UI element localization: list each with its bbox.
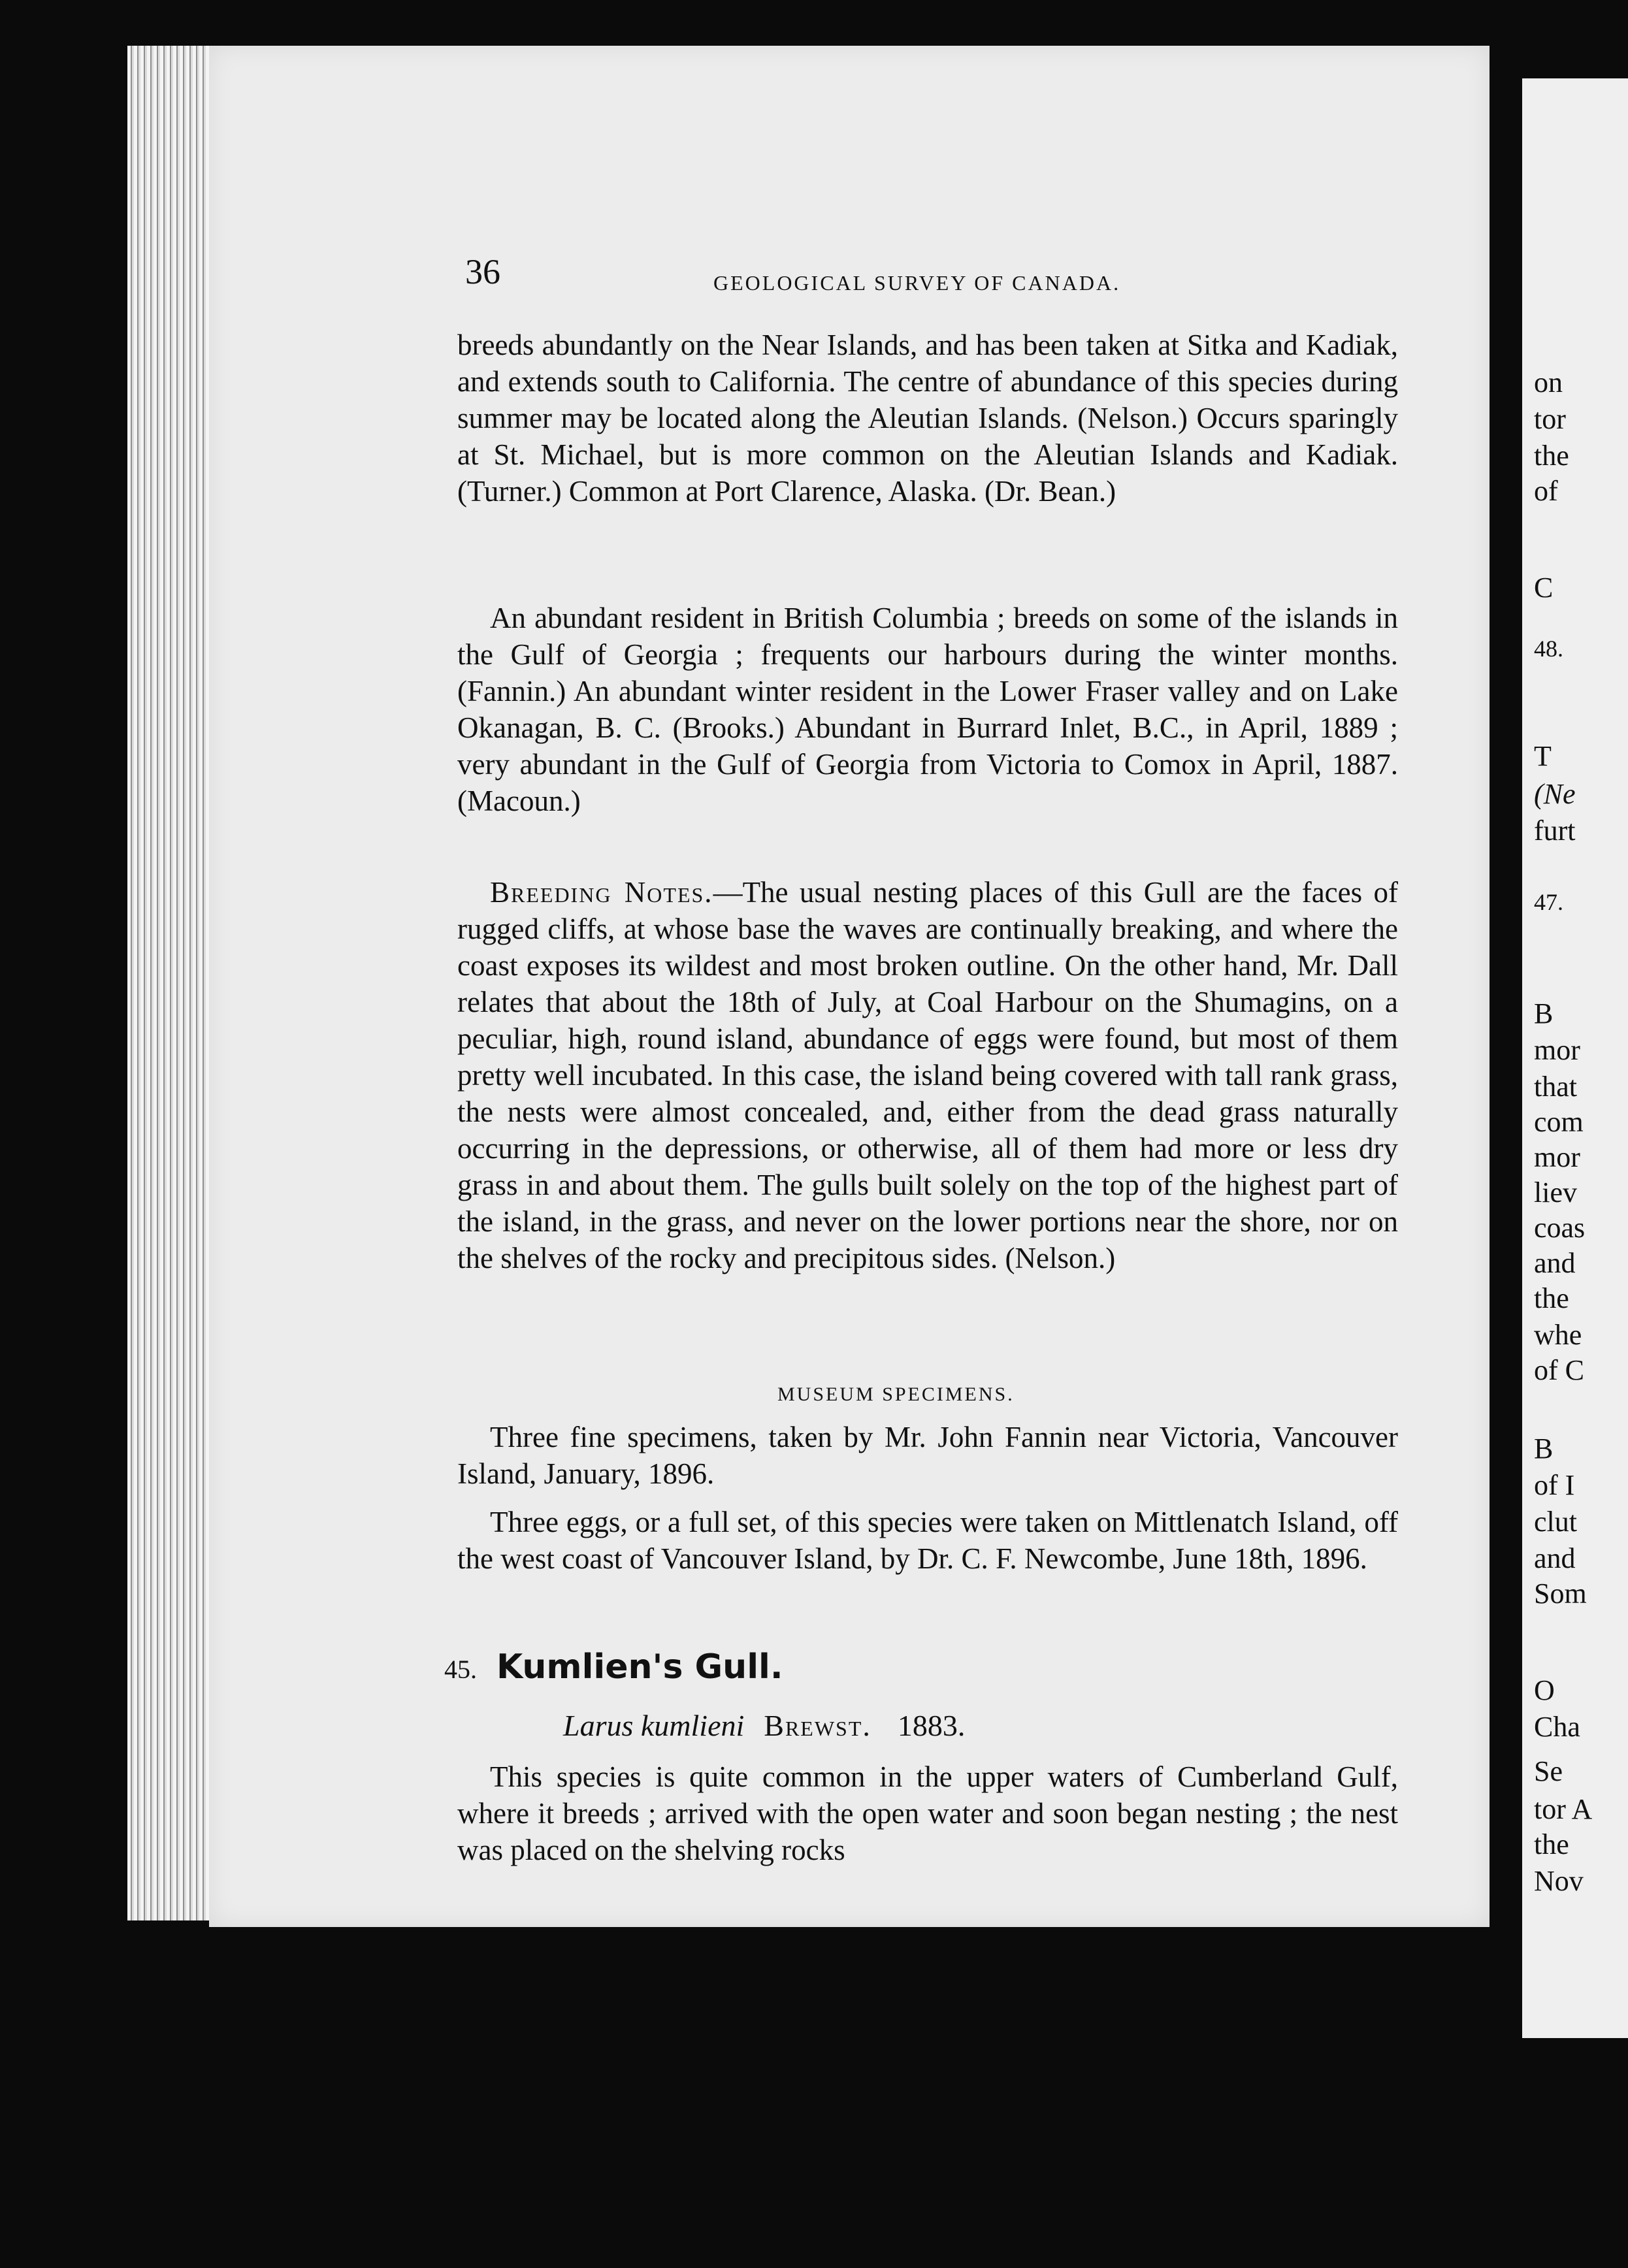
fragment-text: of I [1534,1469,1575,1501]
fragment-text: furt [1534,815,1576,847]
paragraph-kumlien: This species is quite common in the upper waters of Cumberland Gulf, where it breeds ; arrived with the open water and soon began nesting ; the nest was placed on the shelving rocks [457,1760,1398,1866]
paragraph-continuation: breeds abundantly on the Near Islands, and has been taken at Sitka and Kadiak, and extends south to California. The centre of abundance of this species during summer may be located along the Aleutian Islands. (Nelson.) Occurs sparingly at St. Michael, but is more common on the Aleutian Islands and Kadiak. (Turner.) Common at Port Clarence, Alaska. (Dr. Bean.) [457,329,1398,508]
fragment-text: on [1534,366,1563,398]
fragment-text: and [1534,1542,1576,1574]
fragment-text: 47. [1534,889,1563,915]
breeding-notes-text: —The usual nesting places of this Gull are the faces of rugged cliffs, at whose base the waves are continually breaking, and where the coast exposes its wildest and most broken outline. On the other hand, Mr. Dall relates that about the 18th of July, at Coal Harbour on the Shumagins, on a peculiar, high, round island, abundance of eggs were found, but most of them pretty well incubated. In this case, the island being covered with tall rank grass, the nests were almost concealed, and, either from the dead grass naturally occurring in the depressions, or otherwise, all of them had more or less dry grass in and about them. The gulls built solely on the top of the highest part of the island, in the grass, and never on the lower portions near the shore, nor on the shelves of the rocky and precipitous sides. (Nelson.) [457,876,1398,1274]
paragraph-british-columbia: An abundant resident in British Columbia ; breeds on some of the islands in the Gulf of Georgia ; frequents our harbours during the winter months. (Fannin.) An abundant winter resident in the Lower Fraser valley and on Lake Okanagan, B. C. (Brooks.) Abundant in Burrard Inlet, B.C., in April, 1889 ; very abundant in the Gulf of Georgia from Victoria to Comox in April, 1887. (Macoun.) [457,602,1398,817]
fragment-text: of [1534,475,1558,507]
body-paragraph [457,1504,1398,1577]
page-header [465,251,1171,297]
running-head: GEOLOGICAL SURVEY OF CANADA. [713,271,1121,295]
fragment-text: the [1534,1282,1569,1314]
body-paragraph [457,1758,1398,1868]
fragment-text: Som [1534,1578,1587,1610]
fragment-text: the [1534,1828,1569,1860]
body-paragraph [457,874,1398,1276]
museum-specimens-heading: MUSEUM SPECIMENS. [777,1384,1015,1405]
fragment-text: the [1534,440,1569,472]
authority: Brewst. [764,1709,871,1742]
latin-name: Larus kumlieni [563,1709,745,1742]
fragment-text: B [1534,1433,1554,1465]
fragment-text: O [1534,1674,1555,1706]
fragment-text: coas [1534,1212,1586,1244]
body-paragraph [457,327,1398,510]
fragment-text: T [1534,740,1552,772]
fragment-text: tor [1534,403,1566,435]
fragment-text: that [1534,1071,1577,1103]
fragment-text: of C [1534,1354,1584,1386]
fragment-text: (Ne [1534,778,1576,810]
paragraph-eggs: Three eggs, or a full set, of this species were taken on Mittlenatch Island, off the west coast of Vancouver Island, by Dr. C. F. Newcombe, June 18th, 1896. [457,1506,1398,1575]
fragment-text: clut [1534,1506,1577,1538]
fragment-text: mor [1534,1034,1580,1066]
body-paragraph [457,600,1398,819]
fragment-text: C [1534,572,1554,604]
latin-name-line [563,1708,965,1743]
fragment-text: and [1534,1247,1576,1279]
page-number: 36 [465,252,500,291]
fragment-text: tor A [1534,1793,1593,1825]
fragment-text: B [1534,997,1554,1029]
year: 1883. [897,1709,966,1742]
species-heading [444,1647,783,1687]
facing-page-fragment [1522,78,1628,2038]
breeding-notes-label: Breeding Notes. [490,876,713,909]
fragment-text: whe [1534,1319,1582,1351]
species-number: 45. [444,1655,477,1684]
fragment-text: Cha [1534,1711,1580,1743]
paragraph-specimens: Three fine specimens, taken by Mr. John Fannin near Victoria, Vancouver Island, January, 1896. [457,1421,1398,1490]
fragment-text: liev [1534,1176,1577,1208]
species-name: Kumlien's Gull. [497,1647,783,1687]
body-paragraph [457,1419,1398,1492]
fragment-text: Nov [1534,1865,1584,1897]
page-edges [127,46,212,1920]
paragraph-breeding-notes [457,874,1398,1276]
fragment-text: com [1534,1106,1584,1138]
fragment-text: mor [1534,1141,1580,1173]
fragment-text: 48. [1534,636,1563,662]
fragment-text: Se [1534,1755,1563,1787]
